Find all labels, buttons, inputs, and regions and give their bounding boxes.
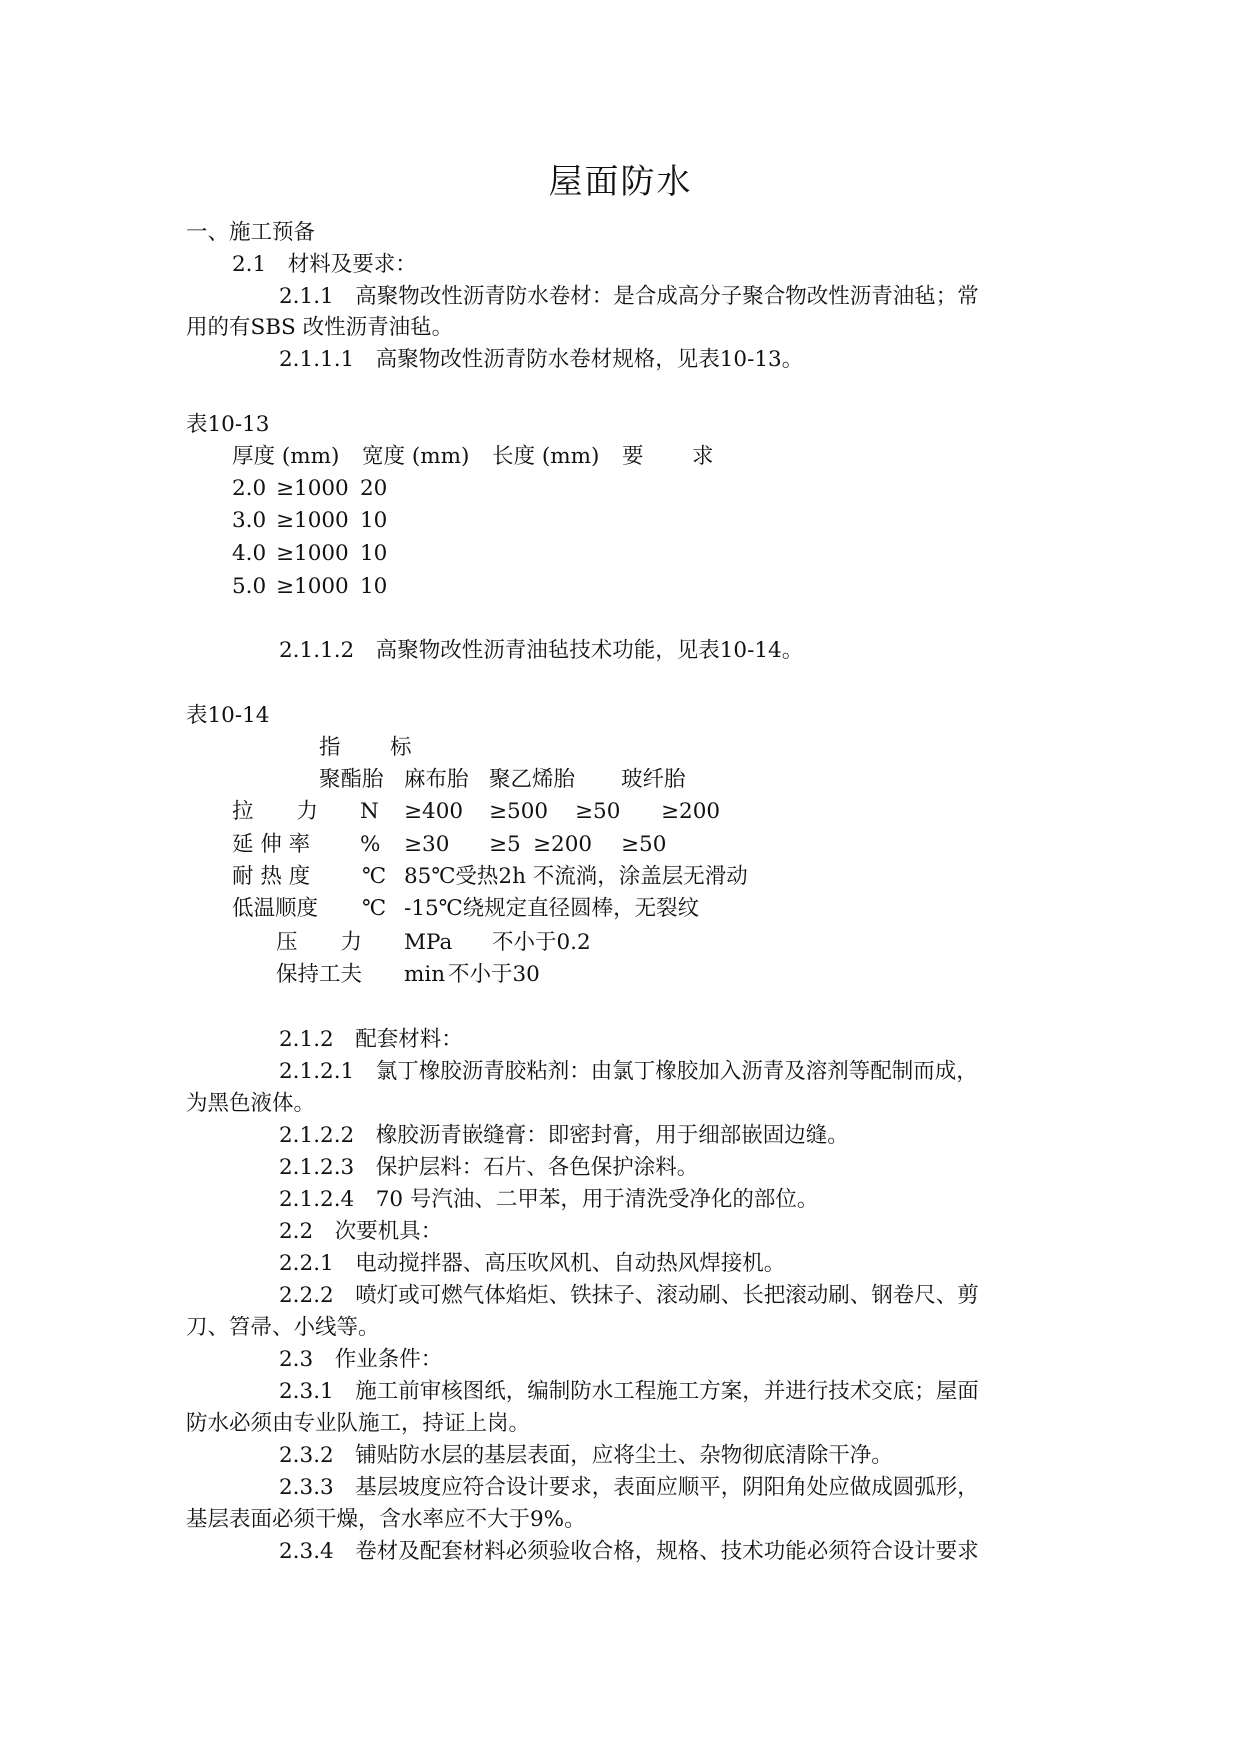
table-cell: ≥1000 [276,476,349,501]
table-row-name: 耐 热 度 [232,864,311,889]
subsection-heading: 2.2 次要机具： [279,1219,443,1244]
table-cell: ≥1000 [276,541,349,566]
table-cell: ≥200 [533,832,593,857]
table-cell: 4.0 [232,541,267,566]
paragraph-line: 防水必须由专业队施工，持证上岗。 [186,1411,531,1436]
table-cell: 85℃受热2h 不流淌，涂盖层无滑动 [404,864,748,889]
table-unit-cell: ℃ [362,864,387,889]
table-cell: 不小于0.2 [492,930,591,955]
paragraph-line: 2.3.1 施工前审核图纸，编制防水工程施工方案，并进行技术交底；屋面 [279,1379,979,1404]
section-heading: 一、施工预备 [186,220,316,245]
table-header-cell: 宽度 (mm) [362,444,470,469]
subsection-heading: 2.1 材料及要求： [232,252,417,277]
table-cell: 10 [360,574,388,599]
table-cell: -15℃绕规定直径圆棒，无裂纹 [404,896,700,921]
table-row-name: 低温顺度 [232,896,319,921]
table-cell: ≥400 [404,799,464,824]
paragraph-line: 用的有SBS 改性沥青油毡。 [186,315,454,340]
table-cell: 10 [360,508,388,533]
paragraph-line: 2.3.2 铺贴防水层的基层表面，应将尘土、杂物彻底清除干净。 [279,1443,893,1468]
table-cell: ≥1000 [276,508,349,533]
paragraph-line: 2.1.2.4 70 号汽油、二甲苯，用于清洗受净化的部位。 [279,1187,819,1212]
paragraph-line: 2.2.2 喷灯或可燃气体焰炬、铁抹子、滚动刷、长把滚动刷、钢卷尺、剪 [279,1283,979,1308]
table-label: 表10-13 [186,412,270,437]
table-cell: ≥30 [404,832,450,857]
table-cell: 2.0 [232,476,267,501]
table-cell: ≥50 [575,799,621,824]
table-header-cell: 标 [390,735,412,760]
page-title: 屋面防水 [548,162,693,202]
table-cell: 3.0 [232,508,267,533]
paragraph-line: 刀、笤帚、小线等。 [186,1315,380,1340]
table-header-cell: 厚度 (mm) [232,444,340,469]
table-label: 表10-14 [186,703,270,728]
table-row-name: 保持工夫 [276,962,363,987]
table-row-name: 延 伸 率 [232,832,311,857]
paragraph-line: 2.1.2.3 保护层料：石片、各色保护涂料。 [279,1155,699,1180]
paragraph-line: 2.1.1.2 高聚物改性沥青油毡技术功能，见表10-14。 [279,638,804,663]
table-header-cell: 长度 (mm) [492,444,600,469]
table-header-cell: 求 [692,444,714,469]
paragraph-line: 2.1.1 高聚物改性沥青防水卷材：是合成高分子聚合物改性沥青油毡；常 [279,284,979,309]
table-unit-cell: ℃ [362,896,387,921]
table-header-cell: 聚酯胎 [319,767,384,792]
paragraph-line: 2.3.3 基层坡度应符合设计要求，表面应顺平，阴阳角处应做成圆弧形， [279,1475,979,1500]
table-cell: 20 [360,476,388,501]
table-header-cell: 麻布胎 [404,767,469,792]
table-cell: ≥50 [621,832,667,857]
paragraph-line: 为黑色液体。 [186,1091,316,1116]
subsection-heading: 2.3 作业条件： [279,1347,443,1372]
table-header-cell: 玻纤胎 [621,767,686,792]
table-cell: 10 [360,541,388,566]
table-header-cell: 要 [622,444,644,469]
table-row-name: 压 力 [276,930,363,955]
table-row-name: 拉 力 [232,799,319,824]
table-header-cell: 聚乙烯胎 [489,767,576,792]
table-cell: ≥200 [661,799,721,824]
paragraph-line: 2.1.1.1 高聚物改性沥青防水卷材规格，见表10-13。 [279,347,804,372]
paragraph-line: 基层表面必须干燥，含水率应不大于9%。 [186,1507,586,1532]
table-cell: ≥500 [489,799,549,824]
paragraph-line: 2.1.2 配套材料： [279,1027,463,1052]
paragraph-line: 2.3.4 卷材及配套材料必须验收合格，规格、技术功能必须符合设计要求 [279,1539,979,1564]
table-cell: ≥1000 [276,574,349,599]
table-cell: ≥5 [489,832,521,857]
paragraph-line: 2.1.2.1 氯丁橡胶沥青胶粘剂：由氯丁橡胶加入沥青及溶剂等配制而成， [279,1059,978,1084]
paragraph-line: 2.2.1 电动搅拌器、高压吹风机、自动热风焊接机。 [279,1251,786,1276]
table-unit-cell: MPa [404,930,453,955]
paragraph-line: 2.1.2.2 橡胶沥青嵌缝膏：即密封膏，用于细部嵌固边缝。 [279,1123,849,1148]
table-unit-cell: % [360,832,381,857]
table-cell: 5.0 [232,574,267,599]
table-header-cell: 指 [319,735,341,760]
table-unit-cell: min [404,962,446,987]
table-cell: 不小于30 [448,962,540,987]
table-unit-cell: N [360,799,379,824]
